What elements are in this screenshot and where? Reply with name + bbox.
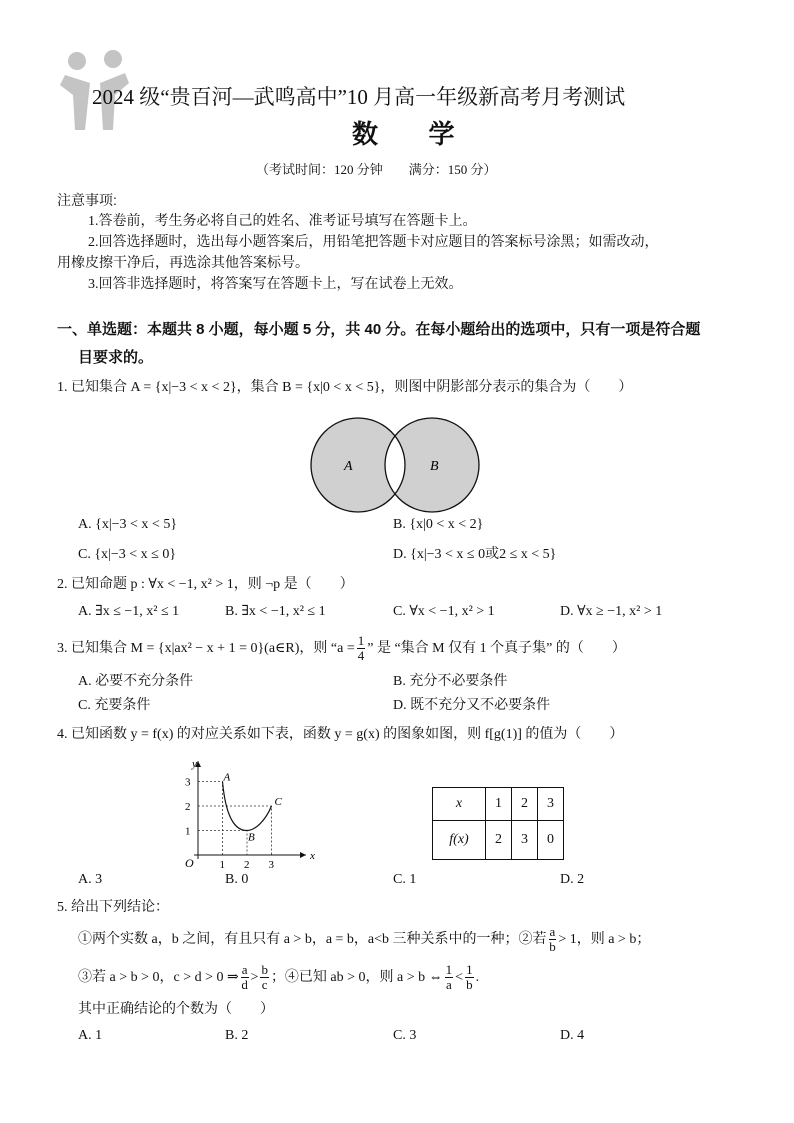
- denominator: d: [241, 977, 248, 993]
- numerator: a: [549, 924, 556, 940]
- q4-option-b[interactable]: B. 0: [225, 872, 249, 887]
- q5-option-c[interactable]: C. 3: [393, 1028, 417, 1043]
- numerator: a: [241, 962, 248, 978]
- fraction: [465, 963, 474, 992]
- table-row: [433, 821, 564, 860]
- x-axis-label: x: [310, 850, 315, 862]
- exam-subtitle: （考试时间：120 分钟 满分：150 分）: [256, 162, 497, 177]
- q3-option-a[interactable]: A. 必要不充分条件: [78, 674, 194, 689]
- origin-label: O: [185, 856, 194, 870]
- exam-title: 2024 级“贵百河—武鸣高中”10 月高一年级新高考月考测试: [92, 85, 626, 109]
- fraction: [241, 963, 249, 992]
- statement-4: ；④已知 ab > 0，则 a > b ⇔: [270, 970, 443, 985]
- numerator: 1: [357, 633, 365, 649]
- table-cell: 2: [512, 788, 538, 821]
- q2-option-a[interactable]: A. ∃x ≤ −1, x² ≤ 1: [78, 604, 180, 619]
- table-cell: 3: [512, 821, 538, 860]
- venn-label-a: A: [344, 459, 353, 474]
- section-heading: 一、单选题：本题共 8 小题，每小题 5 分，共 40 分。在每小题给出的选项中，只有一项是符合题: [57, 321, 701, 338]
- q1-stem: 1. 已知集合 A = {x|−3 < x < 2}，集合 B = {x|0 < x < 5}，则图中阴影部分表示的集合为（ ）: [57, 380, 633, 395]
- table-cell: 0: [538, 821, 564, 860]
- guide-line: [198, 782, 223, 856]
- fraction: [445, 963, 454, 992]
- y-tick-label: 1: [185, 825, 191, 838]
- denominator: a: [446, 977, 452, 993]
- y-axis-label: y: [192, 758, 197, 770]
- subject-title: 数 学: [352, 120, 477, 149]
- point-label: C: [274, 796, 282, 808]
- q5-line-2: [78, 962, 479, 994]
- denominator: b: [549, 939, 556, 955]
- venn-diagram: [300, 410, 500, 510]
- statement-1-2: ①两个实数 a，b 之间，有且只有 a > b，a = b，a<b 三种关系中的一种；②若: [78, 932, 547, 947]
- q4-option-d[interactable]: D. 2: [560, 872, 585, 887]
- notice-item: 用橡皮擦干净后，再选涂其他答案标号。: [57, 256, 309, 271]
- section-heading-cont: 目要求的。: [78, 349, 154, 366]
- q5-option-b[interactable]: B. 2: [225, 1028, 249, 1043]
- q1-option-b[interactable]: B. {x|0 < x < 2}: [393, 517, 484, 532]
- q2-stem: 2. 已知命题 p : ∀x < −1, x² > 1，则 ¬p 是（ ）: [57, 577, 354, 592]
- operator: >: [250, 970, 259, 985]
- q4-option-a[interactable]: A. 3: [78, 872, 103, 887]
- q3-option-d[interactable]: D. 既不充分又不必要条件: [393, 698, 551, 713]
- q5-question: 其中正确结论的个数为（ ）: [78, 1002, 274, 1017]
- q1-option-d[interactable]: D. {x|−3 < x ≤ 0或2 ≤ x < 5}: [393, 547, 557, 562]
- table-row: [433, 788, 564, 821]
- q3-option-b[interactable]: B. 充分不必要条件: [393, 674, 508, 689]
- table-cell: 2: [486, 821, 512, 860]
- venn-label-b: B: [430, 459, 439, 474]
- q1-option-c[interactable]: C. {x|−3 < x ≤ 0}: [78, 547, 177, 562]
- q4-option-c[interactable]: C. 1: [393, 872, 417, 887]
- q3-option-c[interactable]: C. 充要条件: [78, 698, 151, 713]
- q5-option-a[interactable]: A. 1: [78, 1028, 103, 1043]
- table-cell: 3: [538, 788, 564, 821]
- y-tick-label: 2: [185, 801, 191, 813]
- q3-stem-a: 3. 已知集合 M = {x|ax² − x + 1 = 0}(a∈R)，则 “a =: [57, 641, 355, 656]
- statement-2-end: > 1，则 a > b；: [558, 932, 651, 947]
- q5-stem: 5. 给出下列结论：: [57, 900, 169, 915]
- q5-line-1: [78, 924, 650, 956]
- fraction: [549, 925, 557, 954]
- x-axis-arrow: [300, 852, 306, 858]
- operator: <: [455, 970, 464, 985]
- function-graph: [170, 755, 315, 871]
- point-label: A: [223, 771, 231, 784]
- period: .: [475, 970, 480, 985]
- q3-stem: [57, 634, 626, 664]
- q2-option-c[interactable]: C. ∀x < −1, x² > 1: [393, 604, 495, 619]
- notice-item: 2.回答选择题时，选出每小题答案后，用铅笔把答题卡对应题目的答案标号涂黑；如需改动，: [88, 235, 659, 250]
- notice-heading: 注意事项:: [57, 192, 117, 208]
- notice-item: 3.回答非选择题时，将答案写在答题卡上，写在试卷上无效。: [88, 277, 463, 292]
- table-cell: 1: [486, 788, 512, 821]
- q5-option-d[interactable]: D. 4: [560, 1028, 585, 1043]
- numerator: b: [261, 962, 268, 978]
- q4-stem: 4. 已知函数 y = f(x) 的对应关系如下表，函数 y = g(x) 的图象如图，则 f[g(1)] 的值为（ ）: [57, 727, 624, 742]
- y-tick-label: 3: [185, 776, 191, 789]
- numerator: 1: [466, 962, 473, 978]
- function-table: [432, 787, 564, 860]
- x-tick-label: 1: [219, 859, 225, 871]
- denominator: c: [261, 977, 268, 993]
- x-tick-label: 3: [268, 859, 274, 871]
- q1-option-a[interactable]: A. {x|−3 < x < 5}: [78, 517, 178, 532]
- denominator: b: [466, 977, 473, 993]
- point-label: B: [248, 831, 255, 844]
- table-cell: x: [455, 796, 463, 811]
- q2-option-b[interactable]: B. ∃x < −1, x² ≤ 1: [225, 604, 326, 619]
- fraction: [260, 963, 269, 992]
- q3-stem-b: ” 是 “集合 M 仅有 1 个真子集” 的（ ）: [367, 641, 626, 656]
- fraction: [357, 634, 366, 663]
- denominator: 4: [357, 648, 365, 664]
- x-tick-label: 2: [244, 859, 250, 871]
- numerator: 1: [445, 962, 453, 978]
- notice-item: 1.答卷前，考生务必将自己的姓名、准考证号填写在答题卡上。: [88, 214, 477, 229]
- statement-3: ③若 a > b > 0，c > d > 0 ⇒: [78, 970, 239, 985]
- q2-option-d[interactable]: D. ∀x ≥ −1, x² > 1: [560, 604, 663, 619]
- table-cell: f(x): [449, 832, 469, 847]
